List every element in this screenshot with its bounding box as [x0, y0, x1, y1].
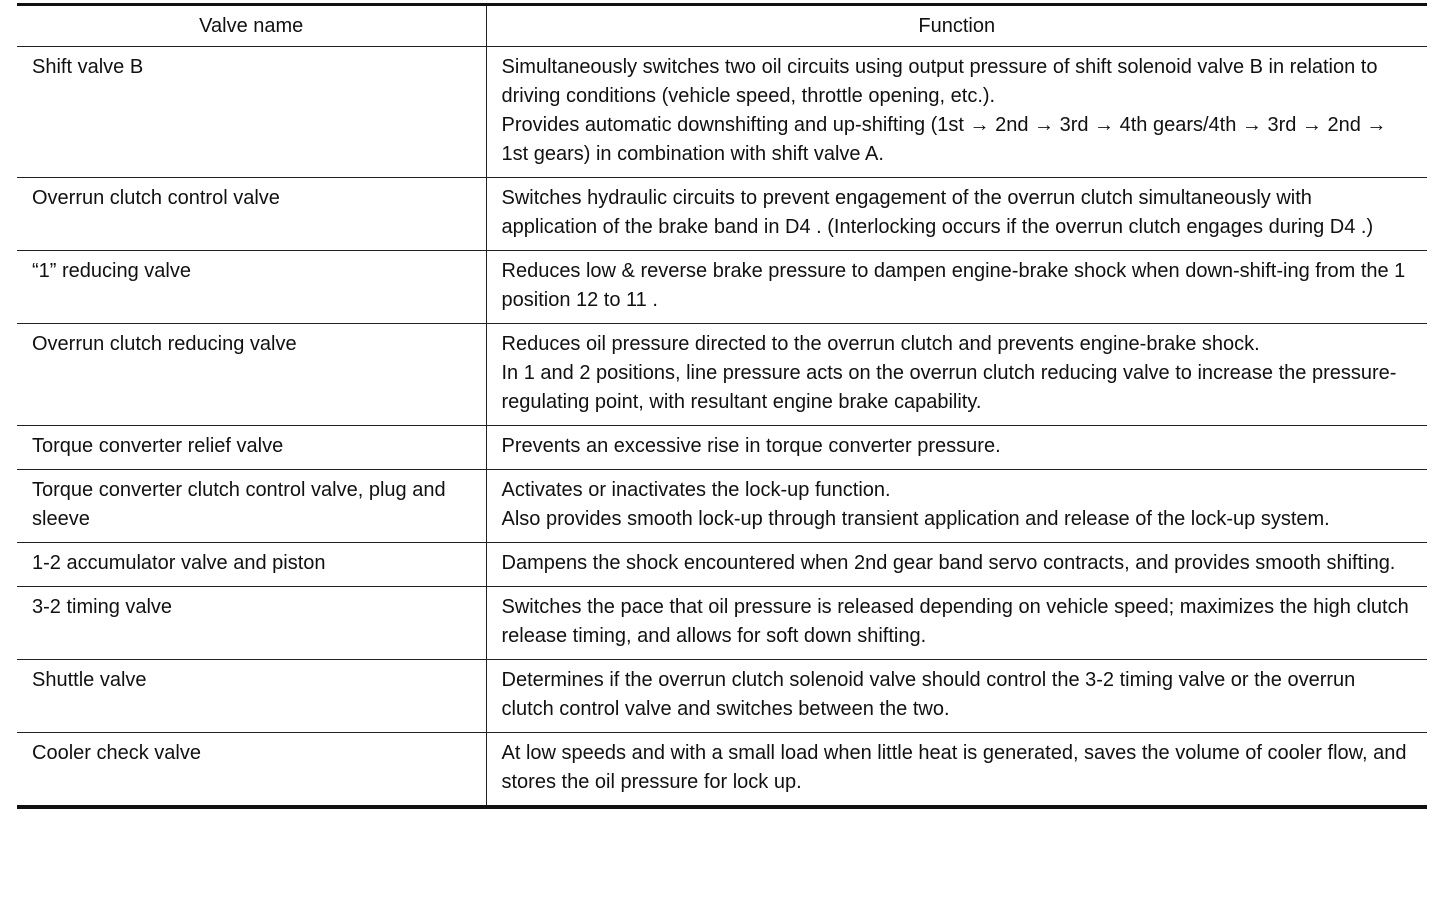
header-function: Function: [486, 5, 1427, 47]
table-header-row: [17, 5, 1427, 47]
valve-function-cell: [486, 733, 1427, 808]
function-text-line: Also provides smooth lock-up through transient application and release of the lock-up system.: [501, 508, 1330, 530]
valve-name-cell: Overrun clutch reducing valve: [17, 324, 486, 426]
valve-name-cell: Torque converter relief valve: [17, 426, 486, 470]
valve-name-cell: 3-2 timing valve: [17, 587, 486, 660]
valve-function-cell: [486, 660, 1427, 733]
valve-name-cell: Torque converter clutch control valve, plug and sleeve: [17, 470, 486, 543]
valve-name-cell: Overrun clutch control valve: [17, 178, 486, 251]
table-body: [17, 47, 1427, 808]
table-row: [17, 47, 1427, 178]
function-text-line: Reduces low & reverse brake pressure to dampen engine-brake shock when down-shift-ing from the 1 position 12 to 11 .: [501, 260, 1406, 311]
function-text-line: At low speeds and with a small load when little heat is generated, saves the volume of cooler flow, and stores the oil pressure for lock up.: [501, 742, 1407, 793]
function-text-line: Reduces oil pressure directed to the overrun clutch and prevents engine-brake shock.: [501, 333, 1260, 355]
valve-name-cell: “1” reducing valve: [17, 251, 486, 324]
table-row: [17, 733, 1427, 808]
table-row: [17, 543, 1427, 587]
valve-function-cell: [486, 324, 1427, 426]
function-text-line: Prevents an excessive rise in torque converter pressure.: [501, 435, 1001, 457]
valve-function-cell: [486, 47, 1427, 178]
valve-function-cell: [486, 426, 1427, 470]
valve-name-cell: 1-2 accumulator valve and piston: [17, 543, 486, 587]
function-text-line: Provides automatic downshifting and up-shifting (1st → 2nd → 3rd → 4th gears/4th → 3rd → 2nd → 1st gears) in combination with shift valve A.: [501, 114, 1387, 165]
valve-function-cell: [486, 587, 1427, 660]
function-text-line: Dampens the shock encountered when 2nd gear band servo contracts, and provides smooth shifting.: [501, 552, 1396, 574]
table-row: [17, 470, 1427, 543]
valve-name-cell: Cooler check valve: [17, 733, 486, 808]
valve-name-cell: Shuttle valve: [17, 660, 486, 733]
function-text-line: Simultaneously switches two oil circuits using output pressure of shift solenoid valve B in relation to driving conditions (vehicle speed, throttle opening, etc.).: [501, 56, 1378, 107]
function-text-line: Switches hydraulic circuits to prevent engagement of the overrun clutch simultaneously with application of the brake band in D4 . (Interlocking occurs if the overrun clutch engages during D4 .): [501, 187, 1374, 238]
header-valve-name: Valve name: [17, 5, 486, 47]
table-row: [17, 660, 1427, 733]
table-row: [17, 251, 1427, 324]
function-text-line: Switches the pace that oil pressure is released depending on vehicle speed; maximizes the high clutch release timing, and allows for soft down shifting.: [501, 596, 1409, 647]
valve-function-cell: [486, 251, 1427, 324]
function-text-line: Determines if the overrun clutch solenoid valve should control the 3-2 timing valve or the overrun clutch control valve and switches between the two.: [501, 669, 1356, 720]
valve-function-cell: [486, 470, 1427, 543]
table-row: [17, 587, 1427, 660]
valve-function-cell: [486, 178, 1427, 251]
table-row: [17, 426, 1427, 470]
table-row: [17, 178, 1427, 251]
table-row: [17, 324, 1427, 426]
function-text-line: In 1 and 2 positions, line pressure acts on the overrun clutch reducing valve to increase the pressure-regulating point, with resultant engine brake capability.: [501, 362, 1397, 413]
function-text-line: Activates or inactivates the lock-up function.: [501, 479, 891, 501]
valve-function-cell: [486, 543, 1427, 587]
valve-function-table: [17, 3, 1427, 809]
valve-name-cell: Shift valve B: [17, 47, 486, 178]
